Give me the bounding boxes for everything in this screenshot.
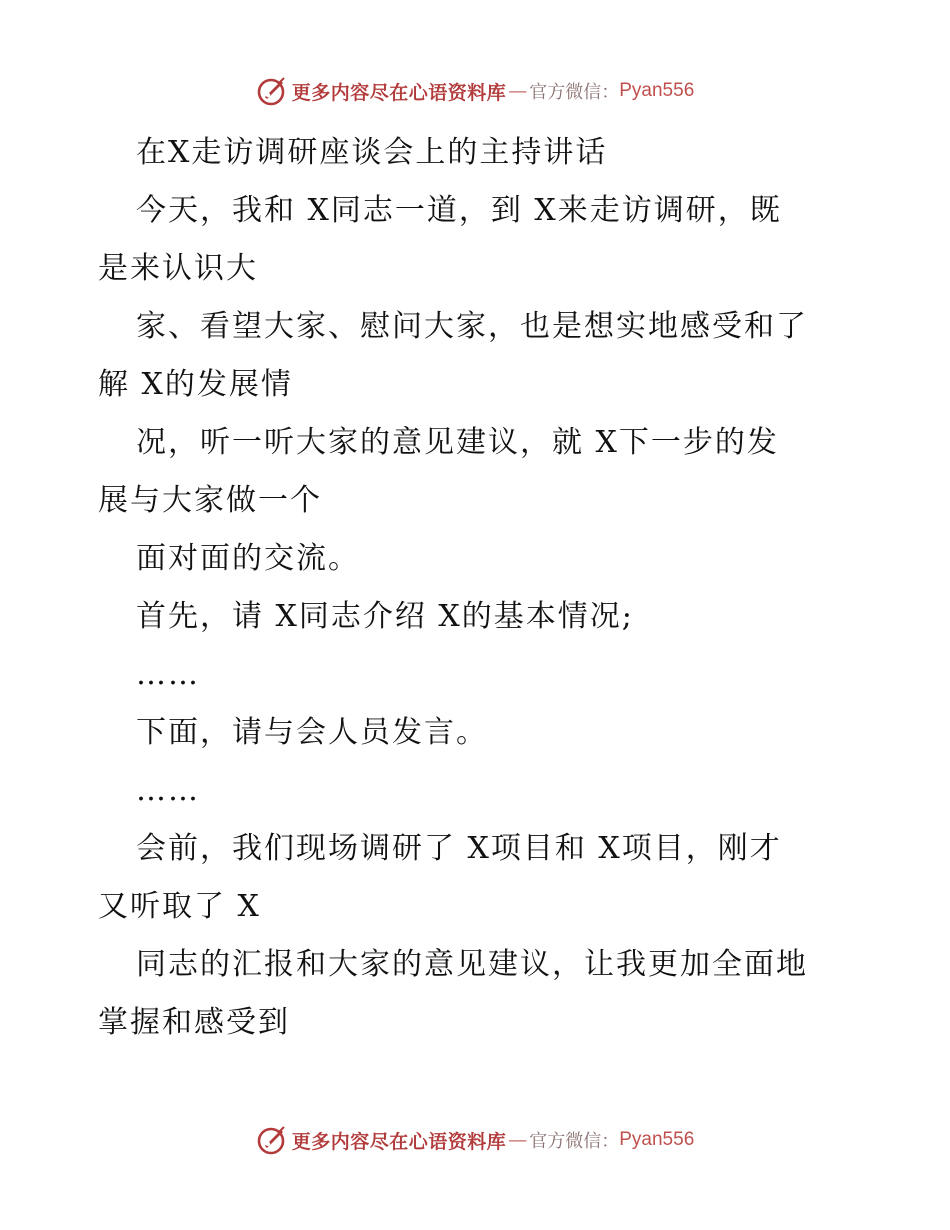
quill-logo-icon xyxy=(256,1124,288,1156)
document-line: 家、看望大家、慰问大家，也是想实地感受和了 xyxy=(136,309,808,344)
footer-wechat-label: 官方微信： xyxy=(529,1131,620,1152)
document-line: 面对面的交流。 xyxy=(136,541,360,576)
document-line: 况，听一听大家的意见建议，就 X下一步的发 xyxy=(136,425,779,460)
document-line: 掌握和感受到 xyxy=(98,1005,290,1040)
document-line: 在X走访调研座谈会上的主持讲话 xyxy=(136,135,608,170)
footer-separator: — xyxy=(508,1129,528,1151)
footer-banner xyxy=(0,1123,950,1157)
document-line: 首先，请 X同志介绍 X的基本情况; xyxy=(136,599,634,634)
document-line: …… xyxy=(136,773,200,808)
document-body xyxy=(98,124,858,1052)
header-separator: — xyxy=(508,80,528,102)
document-line: 展与大家做一个 xyxy=(98,483,322,518)
document-line: 今天，我和 X同志一道，到 X来走访调研，既 xyxy=(136,193,782,228)
header-banner xyxy=(0,74,950,108)
document-line: 会前，我们现场调研了 X项目和 X项目，刚才 xyxy=(136,831,782,866)
document-line: …… xyxy=(136,657,200,692)
document-line: 解 X的发展情 xyxy=(98,367,293,402)
footer-slogan: 更多内容尽在心语资料库 xyxy=(291,1130,507,1153)
document-line: 又听取了 X xyxy=(98,889,261,924)
quill-logo-icon xyxy=(256,75,288,107)
document-line: 下面，请与会人员发言。 xyxy=(136,715,488,750)
footer-wechat-id: Pyan556 xyxy=(619,1129,695,1150)
document-line: 同志的汇报和大家的意见建议，让我更加全面地 xyxy=(136,947,808,982)
document-line: 是来认识大 xyxy=(98,251,258,286)
header-wechat-label: 官方微信： xyxy=(529,82,620,103)
header-wechat-id: Pyan556 xyxy=(619,80,695,101)
header-slogan: 更多内容尽在心语资料库 xyxy=(291,81,507,104)
